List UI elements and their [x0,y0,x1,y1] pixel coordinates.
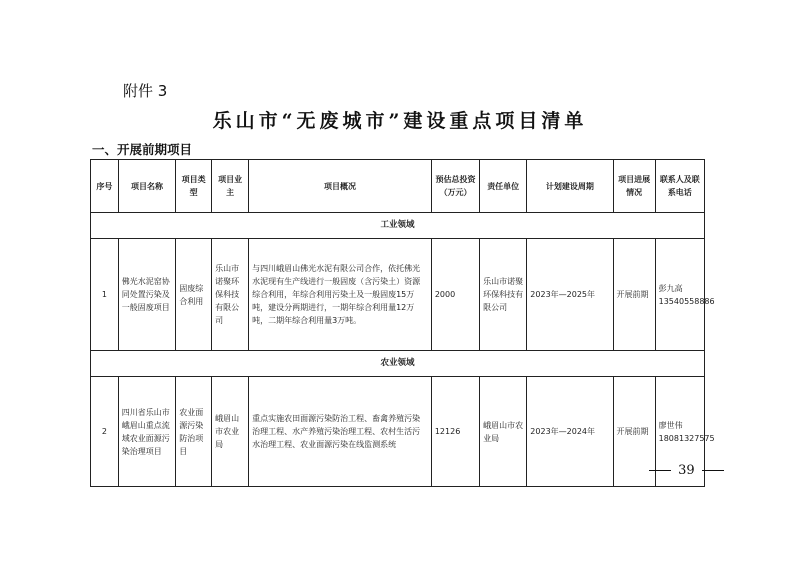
cell-name: 佛光水泥窑协同处置污染及一般固废项目 [118,239,175,351]
header-overview: 项目概况 [249,160,432,213]
footer-dash-left [649,470,671,471]
header-investment: 预估总投资（万元） [431,160,479,213]
section-heading: 一、开展前期项目 [92,142,193,157]
cell-name: 四川省乐山市峨眉山重点流域农业面源污染治理项目 [118,377,175,487]
header-owner: 项目业主 [212,160,249,213]
cell-contact: 廖世伟 18081327575 [655,377,704,487]
page-footer [646,463,727,478]
table-row [91,239,705,351]
cell-responsible: 峨眉山市农业局 [480,377,527,487]
cell-investment: 2000 [431,239,479,351]
group-row-industry [91,213,705,239]
cell-progress: 开展前期 [613,377,655,487]
cell-schedule: 2023年—2025年 [527,239,613,351]
group-label: 工业领域 [91,213,705,239]
cell-type: 固废综合利用 [176,239,212,351]
cell-contact: 彭九高 13540558886 [655,239,704,351]
cell-no: 1 [91,239,119,351]
header-contact: 联系人及联系电话 [655,160,704,213]
cell-overview: 与四川峨眉山佛光水泥有限公司合作，依托佛光水泥现有生产线进行一般固废（含污染土）资源综合利用，年综合利用污染土及一般固废15万吨，建设分两期进行，一期年综合利用量12万吨，二期年综合利用量3万吨。 [249,239,432,351]
cell-no: 2 [91,377,119,487]
cell-type: 农业面源污染防治项目 [176,377,212,487]
header-no: 序号 [91,160,119,213]
cell-owner: 峨眉山市农业局 [212,377,249,487]
cell-overview: 重点实施农田面源污染防治工程、畜禽养殖污染治理工程、水产养殖污染治理工程、农村生活污水治理工程、农业面源污染在线监测系统 [249,377,432,487]
page-title: 乐山市“无废城市”建设重点项目清单 [212,110,588,132]
attachment-label: 附件 3 [123,82,168,100]
cell-responsible: 乐山市诺聚环保科技有限公司 [480,239,527,351]
header-schedule: 计划建设周期 [527,160,613,213]
page-number: 39 [678,463,695,478]
header-name: 项目名称 [118,160,175,213]
table-row [91,377,705,487]
cell-investment: 12126 [431,377,479,487]
group-label: 农业领域 [91,351,705,377]
project-table [90,159,715,487]
cell-progress: 开展前期 [613,239,655,351]
header-responsible: 责任单位 [480,160,527,213]
footer-dash-right [702,470,724,471]
cell-owner: 乐山市诺聚环保科技有限公司 [212,239,249,351]
header-progress: 项目进展情况 [613,160,655,213]
group-row-agriculture [91,351,705,377]
header-type: 项目类型 [176,160,212,213]
cell-schedule: 2023年—2024年 [527,377,613,487]
table-header-row [91,160,705,213]
